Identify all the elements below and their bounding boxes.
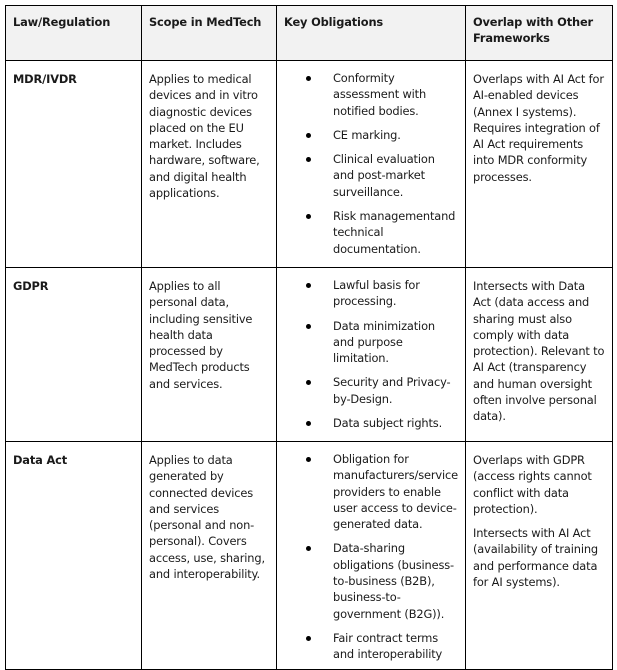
bullet-icon [306,214,311,219]
obligation-item [284,630,458,663]
obligation-text: Obligation for manufacturers/service providers to enable user access to device-generated data. [333,452,459,532]
bullet-icon [306,157,311,162]
obligation-item [284,540,458,621]
obligation-item [284,127,458,143]
table-row [6,61,613,268]
table-row [6,268,613,442]
obligation-item [284,151,458,200]
bullet-icon [306,636,311,641]
bullet-icon [306,380,311,385]
bullet-icon [306,546,311,551]
obligations-list [284,70,458,257]
obligation-text: Data minimization and purpose limitation. [333,318,435,366]
obligation-text: Lawful basis for processing. [333,278,420,309]
scope-cell: Applies to all personal data, including sensitive health data processed by MedTech products and services. [142,268,277,442]
obligation-text: Data-sharing obligations (business-to-business (B2B), business-to-government (B2G)). [333,541,455,621]
overlap-text: Overlaps with AI Act for AI-enabled devices (Annex I systems). Requires integration of AI Act requirements into MDR conformity processes. [473,72,604,184]
obligation-item [284,318,458,367]
header-row [6,6,613,61]
table-row [6,442,613,670]
obligation-item [284,70,458,119]
obligation-text: Fair contract terms and interoperability [333,630,443,662]
overlap-cell [466,442,613,670]
obligation-item [284,451,458,532]
law-cell: GDPR [6,268,142,442]
obligations-cell [277,268,466,442]
header-law-regulation: Law/Regulation [6,6,142,61]
scope-cell: Applies to data generated by connected devices and services (personal and non-personal). Covers access, use, sharing, and interoperability. [142,442,277,670]
obligation-text: Security and Privacy-by-Design. [333,375,451,406]
obligation-text: Risk managementand technical documentation. [333,209,456,256]
obligation-text: Conformity assessment with notified bodies. [333,71,427,118]
scope-cell: Applies to medical devices and in vitro diagnostic devices placed on the EU market. Includes hardware, software, and digital health applications. [142,61,277,268]
bullet-icon [306,283,311,288]
obligations-list [284,277,458,431]
law-cell: Data Act [6,442,142,670]
law-cell: MDR/IVDR [6,61,142,268]
obligation-item [284,374,458,407]
header-overlap: Overlap with Other Frameworks [466,6,613,61]
obligations-list [284,451,458,663]
regulation-comparison-table [5,5,613,670]
overlap-text: Intersects with Data Act (data access and sharing must also comply with data protection). Relevant to AI Act (transparency and human oversight often involve personal data). [473,279,605,424]
header-scope: Scope in MedTech [142,6,277,61]
obligation-text: CE marking. [333,127,401,142]
bullet-icon [306,324,311,329]
overlap-text: Overlaps with GDPR (access rights cannot conflict with data protection). [473,453,592,516]
obligation-item [284,415,458,431]
obligation-text: Clinical evaluation and post-market surveillance. [333,152,435,199]
obligation-item [284,277,458,310]
obligations-cell [277,442,466,670]
overlap-cell [466,61,613,268]
obligation-text: Data subject rights. [333,416,443,431]
bullet-icon [306,133,311,138]
bullet-icon [306,457,311,462]
overlap-cell [466,268,613,442]
obligations-cell [277,61,466,268]
header-key-obligations: Key Obligations [277,6,466,61]
overlap-text: Intersects with AI Act (availability of training and performance data for AI systems). [473,526,598,590]
bullet-icon [306,76,311,81]
obligation-item [284,208,458,257]
bullet-icon [306,421,311,426]
